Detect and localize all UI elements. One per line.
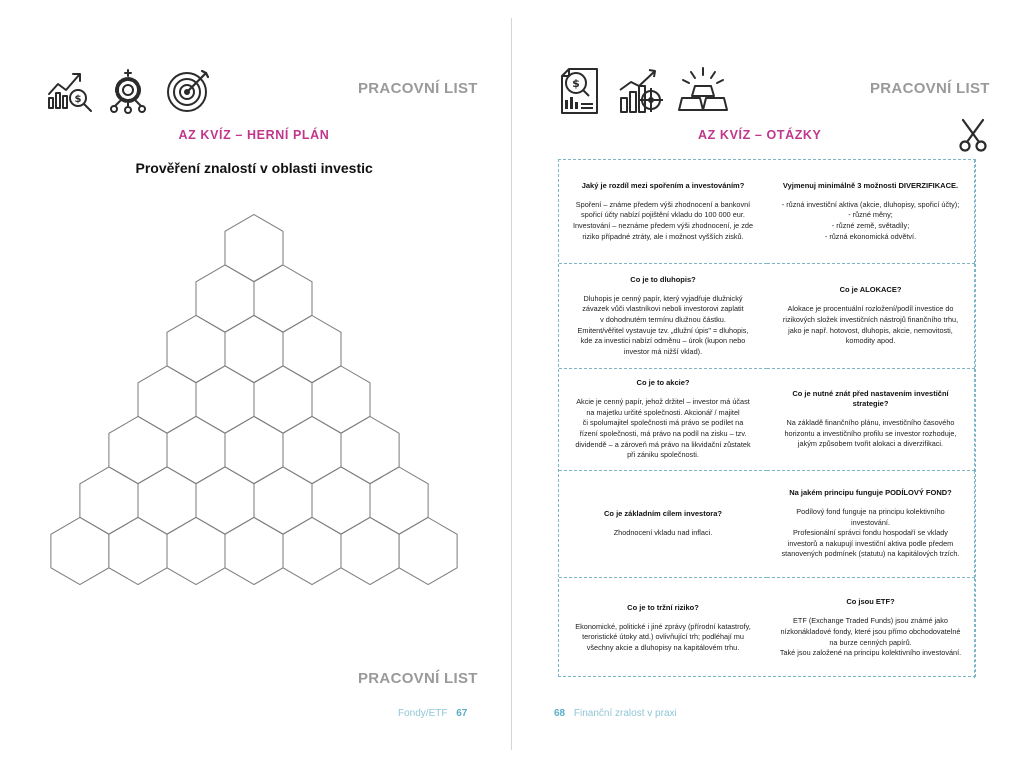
card-question: Co je nutné znát před nastavením investiční strategie?	[792, 389, 949, 409]
question-card	[767, 264, 975, 369]
card-answer	[785, 418, 957, 450]
card-answer-line: všechny akcie a dluhopisy na kapitálovém trhu.	[586, 642, 740, 652]
card-answer	[575, 397, 750, 461]
scissors-icon	[956, 118, 990, 152]
hex-pyramid-board	[0, 0, 511, 600]
card-answer-line: Alokace je procentuální rozložení/podíl investice do	[787, 304, 954, 314]
card-answer-line: Investování – neznáme předem výši zhodnocení, je zde	[572, 221, 754, 230]
card-answer-line: v dohodnutém termínu dlužnou částku.	[600, 314, 726, 324]
card-answer	[575, 622, 750, 654]
card-answer-line: - různá ekonomická odvětví.	[824, 231, 917, 241]
question-card	[767, 578, 975, 678]
question-card	[767, 160, 975, 264]
question-card	[559, 578, 767, 678]
card-question: Co je to akcie?	[636, 378, 690, 388]
card-answer	[780, 616, 961, 658]
card-question: Jaký je rozdíl mezi spořením a investováním?	[581, 180, 745, 190]
card-answer-line: stanovených podmínek (statutu) na kapitálových trzích.	[781, 549, 960, 559]
card-answer-line: Podílový fond funguje na principu kolektivního	[796, 507, 945, 517]
card-answer-line: dividendě – a zároveň má právo na likvidační zůstatek	[575, 439, 751, 449]
card-answer	[614, 528, 713, 539]
finance-report-icon	[557, 66, 603, 116]
card-answer-line: - různá investiční aktiva (akcie, dluhopisy, spořicí účty);	[781, 199, 960, 209]
card-answer	[782, 200, 960, 242]
question-card	[559, 160, 767, 264]
card-answer-line: riziko případné ztráty, ale i možnost vyšších zisků.	[582, 231, 744, 241]
card-question: Co je základním cílem investora?	[604, 509, 722, 519]
card-answer-line: - různé země, světadíly;	[831, 221, 910, 230]
card-answer-line: Dluhopis je cenný papír, který vyjadřuje dlužnický	[583, 293, 743, 303]
card-answer-line: Emitent/věřitel vystavuje tzv. „dlužní úpis" = dluhopis,	[577, 325, 749, 335]
card-answer-line: Ekonomické, politické i jiné zprávy (přírodní katastrofy,	[575, 621, 751, 631]
card-answer-line: Akcie je cenný papír, jehož držitel – investor má účast	[576, 397, 750, 407]
card-answer-line: investorů a nakupují investiční aktiva podle předem	[787, 538, 954, 548]
bar-chart-target-icon	[617, 66, 663, 116]
card-answer-line: rizikových složek investičních nástrojů finančního trhu,	[782, 314, 959, 324]
card-answer-line: horizontu a investičního profilu se investor rozhoduje,	[784, 428, 957, 438]
card-answer-line: komodity apod.	[845, 336, 896, 346]
card-answer-line: Také jsou založené na principu kolektivního investování.	[779, 648, 962, 658]
card-answer	[781, 507, 959, 560]
worksheet-label-bottom: PRACOVNÍ LIST	[358, 670, 478, 687]
section-title: AZ KVÍZ – OTÁZKY	[698, 128, 822, 142]
card-question: Co je to tržní riziko?	[627, 602, 699, 612]
question-card	[559, 264, 767, 369]
card-question: Co je to dluhopis?	[630, 274, 696, 284]
card-question: Co jsou ETF?	[846, 597, 895, 607]
card-answer-line: závazek vůči vlastníkovi neboli investorovi zaplatit	[582, 304, 744, 314]
card-answer-line: při zániku společnosti.	[627, 450, 699, 460]
footer-text: Finanční zralost v praxi	[573, 708, 677, 719]
left-page	[0, 0, 511, 768]
card-answer-line: na majetku určité společnosti. Akcionář / majitel	[586, 407, 740, 417]
card-answer-line: na burze cenných papírů.	[829, 637, 912, 647]
section-title: AZ KVÍZ – HERNÍ PLÁN	[178, 128, 330, 142]
quiz-title: Prověření znalostí v oblasti investic	[135, 160, 373, 176]
question-card	[767, 471, 975, 578]
card-answer-line: spořicí účty nabízí pojištění vkladu do 100 000 eur.	[581, 210, 745, 220]
card-answer-line: Spoření – známe předem výši zhodnocení a bankovní	[575, 199, 751, 209]
card-question: Co je ALOKACE?	[839, 285, 902, 295]
card-answer-line: či spolumajitel společnosti má právo se podílet na	[582, 418, 744, 428]
right-footer	[554, 708, 677, 719]
card-answer	[578, 294, 749, 358]
card-answer-line: kde za investici nabízí odměnu – úrok (kupon nebo	[580, 336, 746, 346]
page-number: 68	[554, 708, 566, 719]
gold-bars-icon	[675, 66, 731, 116]
quiz-question-cards	[558, 159, 976, 677]
worksheet-label: PRACOVNÍ LIST	[358, 80, 478, 97]
card-answer	[783, 304, 958, 346]
footer-text: Fondy/ETF	[398, 708, 448, 719]
card-answer-line: jakým způsobem tvořit alokaci a diverzifikaci.	[797, 439, 944, 449]
left-footer	[398, 708, 467, 719]
card-answer-line: řízení společnosti, má právo na podíl na zisku – tzv.	[579, 429, 747, 438]
card-answer-line: - různé měny;	[848, 210, 893, 220]
card-answer-line: nízkonákladové fondy, které jsou přímo obchodovatelné	[780, 626, 961, 636]
card-question: Vyjmenuj minimálně 3 možnosti DIVERZIFIKACE.	[782, 180, 959, 190]
card-answer-line: investor má nižší vklad).	[623, 346, 703, 356]
card-answer-line: Profesionální správci fondu hospodaří se vklady	[793, 528, 948, 538]
card-answer-line: teroristické útoky atd.) ovlivňující trh; podléhají mu	[582, 632, 744, 642]
svg-text:$: $	[572, 77, 580, 90]
svg-text:$: $	[74, 94, 82, 105]
card-question: Na jakém principu funguje PODÍLOVÝ FOND?	[789, 488, 952, 498]
card-answer	[573, 200, 753, 242]
card-answer-line: ETF (Exchange Traded Funds) jsou známé jako	[793, 616, 948, 626]
card-answer-line: Zhodnocení vkladu nad inflaci.	[613, 528, 713, 538]
question-card	[767, 369, 975, 471]
card-answer-line: Na základě finančního plánu, investičního časového	[786, 418, 955, 428]
card-answer-line: jako je např. hotovost, dluhopis, akcie, nemovitosti,	[788, 325, 953, 335]
card-answer-line: investování.	[851, 517, 890, 527]
question-card	[559, 471, 767, 578]
question-card	[559, 369, 767, 471]
page-number: 67	[456, 708, 468, 719]
worksheet-label: PRACOVNÍ LIST	[870, 80, 990, 97]
